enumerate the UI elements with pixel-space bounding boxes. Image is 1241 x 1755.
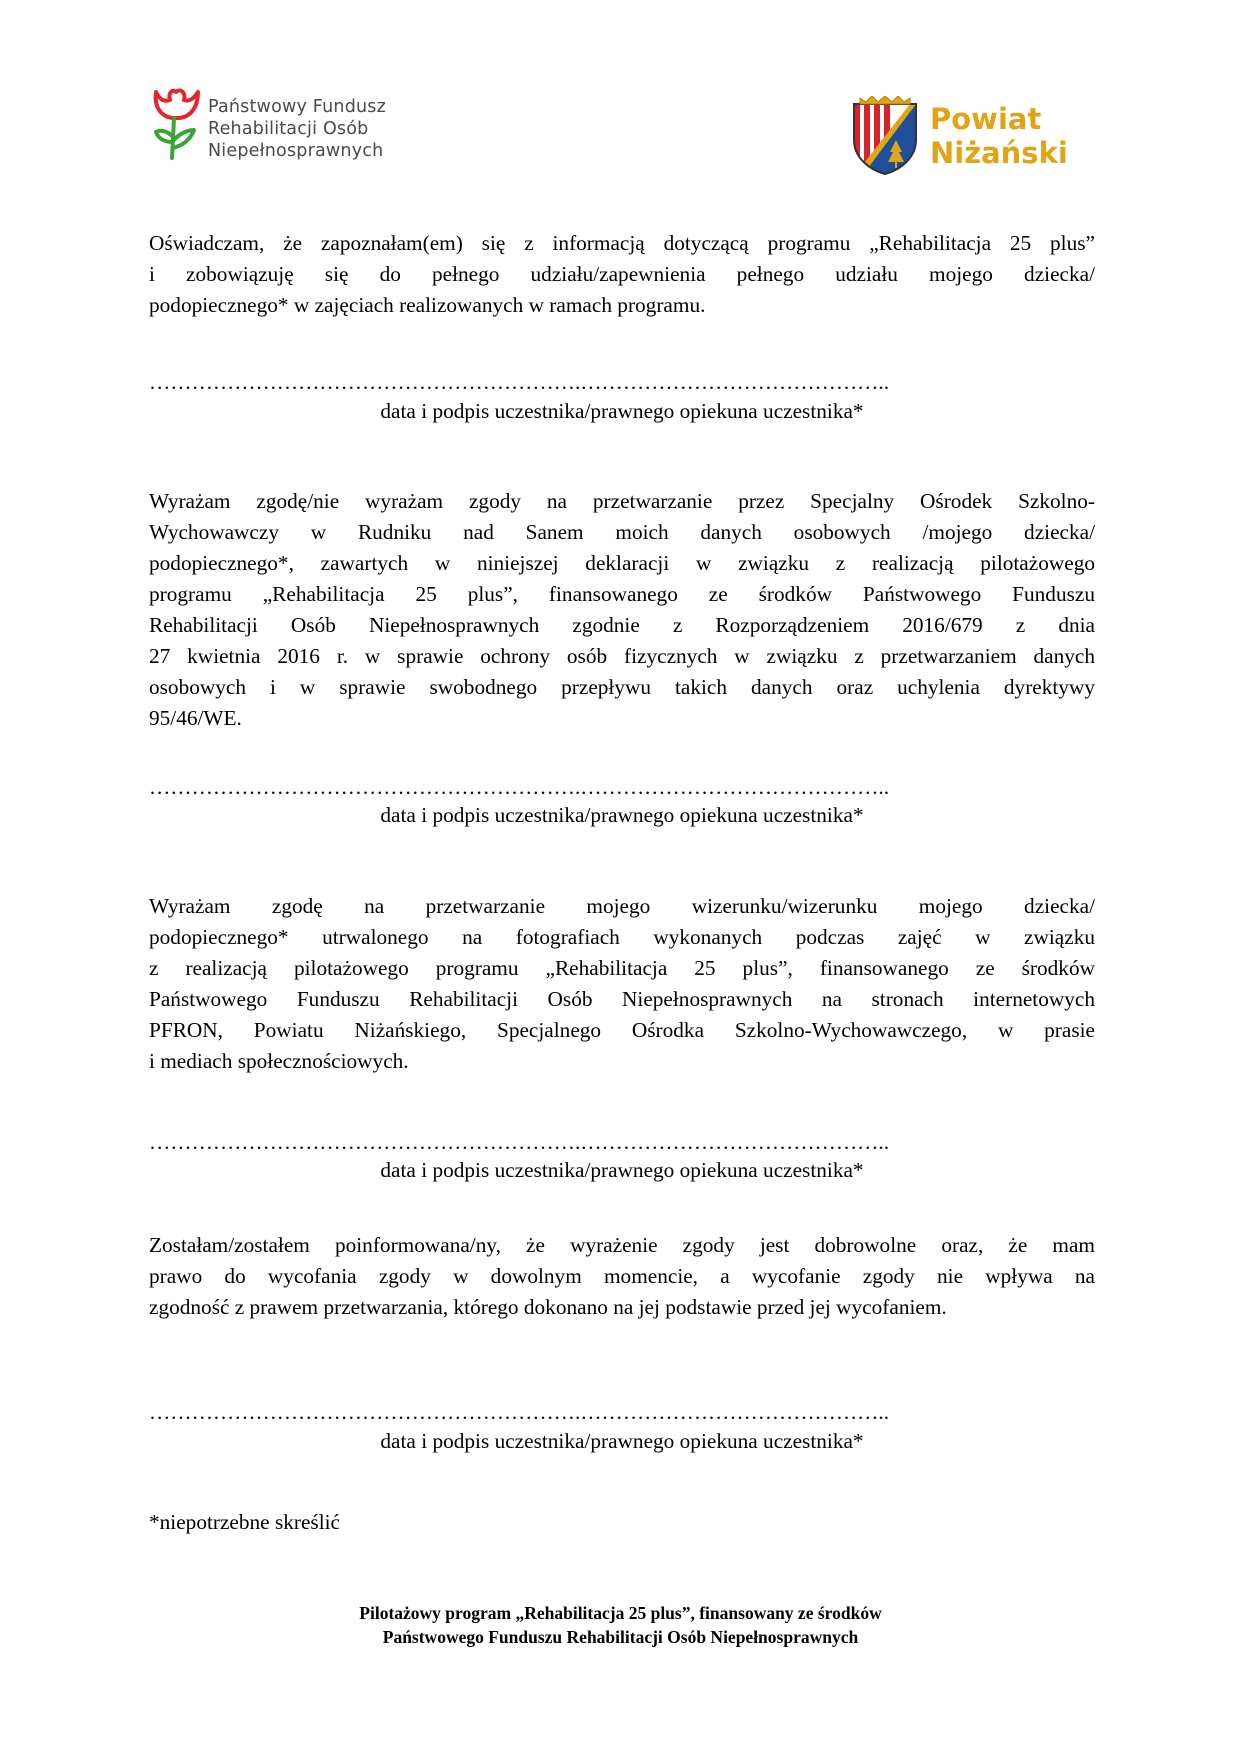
signature-line: …………………………………………………….…………………………………….. [149,775,890,799]
paragraph-line: 95/46/WE. [149,706,242,730]
paragraph-line: prawo do wycofania zgody w dowolnym momencie, a wycofanie zgody nie wpływa na [149,1264,1095,1288]
powiat-logo-line: Niżański [930,136,1068,170]
paragraph-line: i mediach społecznościowych. [149,1049,409,1073]
paragraph-line: Zostałam/zostałem poinformowana/ny, że wyrażenie zgody jest dobrowolne oraz, że mam [149,1233,1095,1257]
signature-line: …………………………………………………….…………………………………….. [149,1130,890,1154]
paragraph-line: i zobowiązuję się do pełnego udziału/zapewnienia pełnego udziału mojego dziecka/ [149,262,1095,286]
paragraph-line: programu „Rehabilitacja 25 plus”, finansowanego ze środków Państwowego Funduszu [149,582,1095,606]
image-consent-paragraph [149,891,1095,1077]
footnote: *niepotrzebne skreślić [149,1510,341,1534]
paragraph-line: podopiecznego*, zawartych w niniejszej deklaracji w związku z realizacją pilotażowego [149,551,1095,575]
signature-line: …………………………………………………….…………………………………….. [149,1400,890,1424]
footer-line: Pilotażowy program „Rehabilitacja 25 plus”, finansowany ze środków [359,1603,882,1623]
paragraph-line: PFRON, Powiatu Niżańskiego, Specjalnego Ośrodka Szkolno-Wychowawczego, w prasie [149,1018,1095,1042]
paragraph-line: Wyrażam zgodę na przetwarzanie mojego wizerunku/wizerunku mojego dziecka/ [149,894,1095,918]
pfron-logo-line: Niepełnosprawnych [208,141,384,161]
coat-of-arms-icon [850,96,920,176]
paragraph-line: 27 kwietnia 2016 r. w sprawie ochrony osób fizycznych w związku z przetwarzaniem danych [149,644,1095,668]
paragraph-line: osobowych i w sprawie swobodnego przepływu takich danych oraz uchylenia dyrektywy [149,675,1095,699]
paragraph-line: zgodność z prawem przetwarzania, którego dokonano na jej podstawie przed jej wycofaniem. [149,1295,947,1319]
paragraph-line: podopiecznego* utrwalonego na fotografiach wykonanych podczas zajęć w związku [149,925,1095,949]
pfron-logo-text [208,96,386,162]
paragraph-line: Wyrażam zgodę/nie wyrażam zgody na przetwarzanie przez Specjalny Ośrodek Szkolno- [149,489,1095,513]
paragraph-line: z realizacją pilotażowego programu „Rehabilitacja 25 plus”, finansowanego ze środków [149,956,1095,980]
signature-label: data i podpis uczestnika/prawnego opiekuna uczestnika* [380,1158,864,1182]
footer-line: Państwowego Funduszu Rehabilitacji Osób Niepełnosprawnych [382,1627,859,1647]
page-footer [0,1601,1241,1649]
paragraph-line: Rehabilitacji Osób Niepełnosprawnych zgodnie z Rozporządzeniem 2016/679 z dnia [149,613,1095,637]
signature-label: data i podpis uczestnika/prawnego opiekuna uczestnika* [380,803,864,827]
powiat-logo-text [930,102,1068,170]
powiat-logo-line: Powiat [930,102,1042,136]
paragraph-line: Oświadczam, że zapoznałam(em) się z informacją dotyczącą programu „Rehabilitacja 25 plus” [149,231,1095,255]
pfron-logo-line: Państwowy Fundusz [208,97,387,117]
declaration-paragraph [149,228,1095,321]
tulip-flower-icon [150,86,202,164]
paragraph-line: Wychowawczy w Rudniku nad Sanem moich danych osobowych /mojego dziecka/ [149,520,1095,544]
pfron-logo-line: Rehabilitacji Osób [208,119,369,139]
pfron-logo [150,86,440,170]
signature-label: data i podpis uczestnika/prawnego opiekuna uczestnika* [380,1429,864,1453]
signature-label: data i podpis uczestnika/prawnego opiekuna uczestnika* [380,399,864,423]
paragraph-line: Państwowego Funduszu Rehabilitacji Osób Niepełnosprawnych na stronach internetowych [149,987,1095,1011]
signature-line: …………………………………………………….…………………………………….. [149,370,890,394]
withdrawal-info-paragraph [149,1230,1095,1323]
data-processing-consent-paragraph [149,486,1095,734]
paragraph-line: podopiecznego* w zajęciach realizowanych w ramach programu. [149,293,706,317]
powiat-logo [850,96,1080,176]
